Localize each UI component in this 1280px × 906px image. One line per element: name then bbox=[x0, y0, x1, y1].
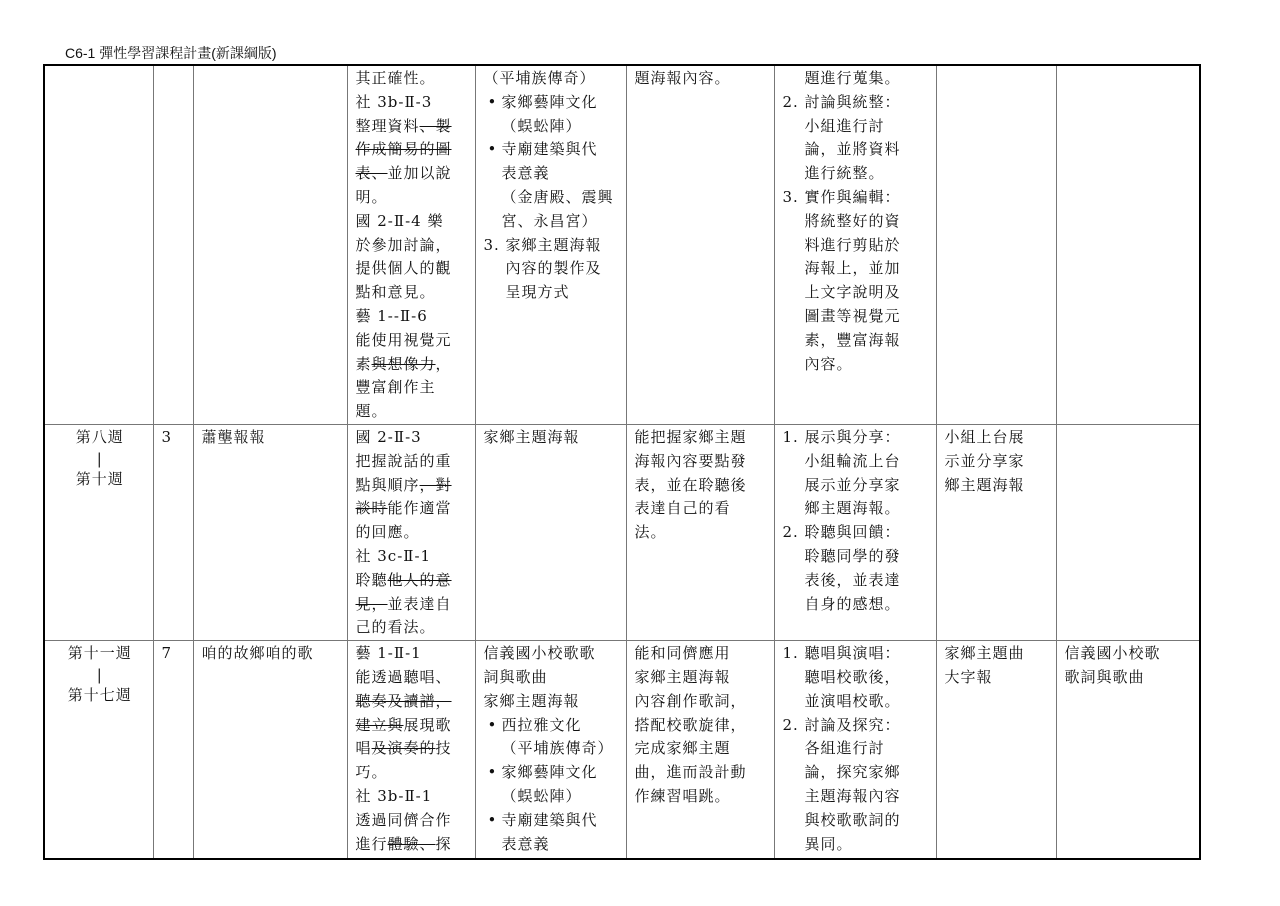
content-line: 宮、永昌宮） bbox=[501, 211, 598, 230]
indicator-line bbox=[356, 67, 469, 91]
text-run: 藝 1-Ⅱ-1 bbox=[355, 644, 422, 663]
activity-line: 海報上，並加 bbox=[804, 259, 901, 278]
objectives-line: 作練習唱跳。 bbox=[634, 786, 731, 805]
objectives-line: 海報內容要點發 bbox=[634, 451, 747, 470]
indicator-line bbox=[356, 474, 469, 498]
learning-activities-cell bbox=[774, 65, 936, 424]
content-line: （平埔族傳奇） bbox=[483, 69, 596, 87]
activity-line: 素，豐富海報 bbox=[804, 330, 901, 349]
text-run: ， bbox=[435, 354, 452, 373]
item-number: 1. bbox=[782, 427, 799, 446]
text-run: 並加以說 bbox=[387, 164, 452, 183]
learning-indicators-cell bbox=[347, 65, 475, 424]
struck-text: 他人的意 bbox=[387, 570, 452, 589]
objectives-line: 能把握家鄉主題 bbox=[634, 427, 747, 446]
content-numbered-list bbox=[484, 234, 620, 305]
learning-indicators-cell bbox=[347, 424, 475, 640]
struck-text: 談時 bbox=[355, 499, 388, 518]
activity-line: 實作與編輯： bbox=[804, 187, 901, 206]
unit-name-cell: 蕭壟報報 bbox=[193, 424, 347, 640]
text-run: 能作適當 bbox=[387, 499, 452, 518]
week-range-bar: | bbox=[96, 665, 103, 684]
document-header: C6-1 彈性學習課程計畫(新課綱版) bbox=[65, 45, 277, 61]
text-run: 社 3c-Ⅱ-1 bbox=[355, 546, 432, 565]
text-run: 探 bbox=[435, 834, 452, 853]
activity-line: 論，探究家鄉 bbox=[804, 763, 901, 782]
text-run: 其正確性。 bbox=[355, 69, 436, 87]
indicator-line bbox=[356, 761, 469, 785]
struck-text: ，對 bbox=[419, 475, 452, 494]
objectives-line: 內容創作歌詞， bbox=[634, 691, 747, 710]
text-run: 整理資料 bbox=[355, 116, 420, 135]
struck-text: 體驗、 bbox=[387, 834, 436, 853]
indicator-line bbox=[356, 616, 469, 640]
indicator-line bbox=[356, 497, 469, 521]
text-run: 題。 bbox=[355, 402, 388, 421]
activity-line: 各組進行討 bbox=[804, 739, 885, 758]
unit-name-cell bbox=[193, 65, 347, 424]
content-line: • 寺廟建築與代 bbox=[501, 810, 598, 829]
indicator-line bbox=[356, 186, 469, 210]
text-run: 唱 bbox=[355, 739, 372, 758]
periods-cell: 3 bbox=[153, 424, 193, 640]
week-start: 第十一週 bbox=[67, 644, 132, 663]
content-bullet-list bbox=[484, 91, 620, 139]
indicator-line bbox=[356, 426, 469, 450]
content-line: 表意義 bbox=[501, 164, 550, 183]
text-run: 點和意見。 bbox=[355, 283, 436, 302]
indicator-line bbox=[356, 785, 469, 809]
indicator-line bbox=[356, 115, 469, 139]
content-bullet-list bbox=[484, 138, 620, 233]
indicator-line bbox=[356, 281, 469, 305]
assessment-line: 小組上台展 bbox=[944, 427, 1025, 446]
indicator-line bbox=[356, 521, 469, 545]
learning-objectives-cell bbox=[626, 65, 774, 424]
content-line: 信義國小校歌歌 bbox=[483, 644, 596, 663]
indicator-line bbox=[356, 642, 469, 666]
activity-line: 小組進行討 bbox=[804, 116, 885, 135]
text-run: 國 2-Ⅱ-3 bbox=[355, 427, 422, 446]
indicator-line bbox=[356, 329, 469, 353]
item-number: 2. bbox=[782, 715, 799, 734]
week-cell bbox=[44, 65, 153, 424]
activity-line: 聽唱校歌後， bbox=[804, 667, 901, 686]
indicator-line bbox=[356, 809, 469, 833]
activity-line: 異同。 bbox=[804, 834, 853, 853]
activity-item bbox=[783, 642, 930, 713]
struck-text: 作成簡易的圖 bbox=[355, 140, 452, 159]
table-row bbox=[44, 641, 1200, 859]
indicator-line bbox=[356, 450, 469, 474]
activity-line: 與校歌歌詞的 bbox=[804, 810, 901, 829]
resources-cell bbox=[1056, 424, 1200, 640]
text-run: 能使用視覺元 bbox=[355, 330, 452, 349]
content-bullet-item bbox=[484, 714, 620, 762]
content-line: （蜈蚣陣） bbox=[501, 116, 582, 135]
text-run: 能透過聽唱、 bbox=[355, 667, 452, 686]
activity-line: 聆聽與回饋： bbox=[804, 523, 901, 542]
activity-list bbox=[783, 642, 930, 856]
resources-cell bbox=[1056, 641, 1200, 859]
week-range-bar: | bbox=[96, 449, 103, 468]
content-line: （金唐殿、震興 bbox=[501, 187, 614, 206]
content-line: 內容的製作及 bbox=[505, 259, 602, 278]
activity-line: 上文字說明及 bbox=[804, 283, 901, 302]
text-run: 透過同儕合作 bbox=[355, 810, 452, 829]
text-run: 並表達自 bbox=[387, 594, 452, 613]
content-line: 家鄉主題海報 bbox=[483, 427, 580, 446]
content-line: 呈現方式 bbox=[505, 283, 570, 302]
indicator-line bbox=[356, 400, 469, 424]
text-run: 進行 bbox=[355, 834, 388, 853]
content-line: 表意義 bbox=[501, 834, 550, 853]
indicator-line bbox=[356, 545, 469, 569]
content-bullet-item bbox=[484, 138, 620, 233]
content-line: • 寺廟建築與代 bbox=[501, 140, 598, 159]
activity-item bbox=[783, 91, 930, 186]
objectives-line: 家鄉主題海報 bbox=[634, 667, 731, 686]
content-numbered-item bbox=[484, 234, 620, 305]
activity-line: 展示並分享家 bbox=[804, 475, 901, 494]
text-run: 的回應。 bbox=[355, 523, 420, 542]
objectives-line: 題海報內容。 bbox=[634, 69, 731, 87]
content-line: 家鄉主題海報 bbox=[483, 691, 580, 710]
content-line: 詞與歌曲 bbox=[483, 667, 548, 686]
indicator-line bbox=[356, 569, 469, 593]
resources-cell bbox=[1056, 65, 1200, 424]
activity-item bbox=[783, 186, 930, 376]
table-row bbox=[44, 65, 1200, 424]
activity-line: 表後，並表達 bbox=[804, 570, 901, 589]
indicator-line bbox=[356, 305, 469, 329]
activity-line: 將統整好的資 bbox=[804, 211, 901, 230]
item-number: 2. bbox=[782, 523, 799, 542]
learning-indicators-cell bbox=[347, 641, 475, 859]
indicator-line bbox=[356, 833, 469, 857]
content-bullet-list bbox=[484, 714, 620, 762]
activity-line: 料進行剪貼於 bbox=[804, 235, 901, 254]
struck-text: 與想像力 bbox=[371, 354, 436, 373]
objectives-line: 搭配校歌旋律， bbox=[634, 715, 747, 734]
activity-line: 進行統整。 bbox=[804, 164, 885, 183]
week-end: 第十週 bbox=[75, 469, 124, 488]
learning-content-cell bbox=[475, 424, 626, 640]
text-run: 社 3b-Ⅱ-3 bbox=[355, 92, 433, 111]
activity-line: 自身的感想。 bbox=[804, 594, 901, 613]
indicator-line bbox=[356, 666, 469, 690]
learning-objectives-cell bbox=[626, 641, 774, 859]
indicator-line bbox=[356, 91, 469, 115]
assessment-cell bbox=[936, 424, 1056, 640]
text-run: 社 3b-Ⅱ-1 bbox=[355, 786, 433, 805]
week-cell bbox=[44, 641, 153, 859]
item-number: 3. bbox=[782, 187, 799, 206]
content-bullet-list bbox=[484, 809, 620, 857]
text-run: 明。 bbox=[355, 187, 388, 206]
resources-line: 信義國小校歌 bbox=[1064, 644, 1161, 663]
text-run: 提供個人的觀 bbox=[355, 259, 452, 278]
struck-text: 及演奏的 bbox=[371, 739, 436, 758]
text-run: 於參加討論， bbox=[355, 235, 452, 254]
content-line: • 家鄉藝陣文化 bbox=[501, 763, 598, 782]
assessment-cell bbox=[936, 65, 1056, 424]
periods-cell: 7 bbox=[153, 641, 193, 859]
text-run: 技 bbox=[435, 739, 452, 758]
text-run: 聆聽 bbox=[355, 570, 388, 589]
assessment-cell bbox=[936, 641, 1056, 859]
periods-cell bbox=[153, 65, 193, 424]
activity-line: 展示與分享： bbox=[804, 427, 901, 446]
objectives-line: 表，並在聆聽後 bbox=[634, 475, 747, 494]
learning-activities-cell bbox=[774, 424, 936, 640]
activity-item bbox=[783, 714, 930, 857]
indicator-line bbox=[356, 737, 469, 761]
activity-line: 論，並將資料 bbox=[804, 140, 901, 159]
activity-line: 內容。 bbox=[804, 354, 853, 373]
indicator-line bbox=[356, 376, 469, 400]
text-run: 把握說話的重 bbox=[355, 451, 452, 470]
activity-line: 題進行蒐集。 bbox=[804, 69, 901, 87]
objectives-line: 法。 bbox=[634, 523, 667, 542]
objectives-line: 曲，進而設計動 bbox=[634, 763, 747, 782]
activity-line: 聆聽同學的發 bbox=[804, 546, 901, 565]
text-run: 豐富創作主 bbox=[355, 378, 436, 397]
objectives-line: 能和同儕應用 bbox=[634, 644, 731, 663]
activity-item bbox=[783, 521, 930, 616]
activity-line: 主題海報內容 bbox=[804, 786, 901, 805]
item-number: 1. bbox=[782, 644, 799, 663]
assessment-line: 家鄉主題曲 bbox=[944, 644, 1025, 663]
activity-list bbox=[783, 67, 930, 376]
text-run: 素 bbox=[355, 354, 372, 373]
activity-line: 並演唱校歌。 bbox=[804, 691, 901, 710]
activity-line: 討論與統整： bbox=[804, 92, 901, 111]
indicator-line bbox=[356, 714, 469, 738]
item-number: 2. bbox=[782, 92, 799, 111]
activity-list bbox=[783, 426, 930, 616]
indicator-line bbox=[356, 138, 469, 162]
resources-line: 歌詞與歌曲 bbox=[1064, 667, 1145, 686]
assessment-line: 示並分享家 bbox=[944, 451, 1025, 470]
learning-objectives-cell bbox=[626, 424, 774, 640]
activity-line: 聽唱與演唱： bbox=[804, 644, 901, 663]
struck-text: 表、 bbox=[355, 164, 388, 183]
content-bullet-item bbox=[484, 761, 620, 809]
indicator-line bbox=[356, 210, 469, 234]
struck-text: 聽奏及讀譜， bbox=[355, 691, 452, 710]
text-run: 藝 1--Ⅱ-6 bbox=[355, 306, 428, 325]
text-run: 點與順序 bbox=[355, 475, 420, 494]
text-run: 國 2-Ⅱ-4 樂 bbox=[355, 211, 444, 230]
table-row bbox=[44, 424, 1200, 640]
content-line: • 家鄉藝陣文化 bbox=[501, 92, 598, 111]
struck-text: 、製 bbox=[419, 116, 452, 135]
indicator-line bbox=[356, 690, 469, 714]
struck-text: 建立與 bbox=[355, 715, 404, 734]
indicator-line bbox=[356, 593, 469, 617]
struck-text: 見， bbox=[355, 594, 388, 613]
item-number: 3. bbox=[483, 235, 500, 254]
indicator-line bbox=[356, 353, 469, 377]
week-cell bbox=[44, 424, 153, 640]
learning-activities-cell bbox=[774, 641, 936, 859]
unit-name-cell: 咱的故鄉咱的歌 bbox=[193, 641, 347, 859]
activity-line: 討論及探究： bbox=[804, 715, 901, 734]
week-end: 第十七週 bbox=[67, 685, 132, 704]
content-line: （蜈蚣陣） bbox=[501, 786, 582, 805]
activity-line: 鄉主題海報。 bbox=[804, 499, 901, 518]
assessment-line: 鄉主題海報 bbox=[944, 475, 1025, 494]
text-run: 展現歌 bbox=[403, 715, 452, 734]
course-plan-table bbox=[43, 64, 1201, 860]
content-line: • 西拉雅文化 bbox=[501, 715, 582, 734]
activity-item bbox=[783, 426, 930, 521]
content-bullet-list bbox=[484, 761, 620, 809]
assessment-line: 大字報 bbox=[944, 667, 993, 686]
activity-line: 小組輪流上台 bbox=[804, 451, 901, 470]
learning-content-cell bbox=[475, 641, 626, 859]
text-run: 巧。 bbox=[355, 763, 388, 782]
text-run: 己的看法。 bbox=[355, 618, 436, 637]
indicator-line bbox=[356, 162, 469, 186]
content-bullet-item bbox=[484, 809, 620, 857]
objectives-line: 完成家鄉主題 bbox=[634, 739, 731, 758]
content-bullet-item bbox=[484, 91, 620, 139]
objectives-line: 表達自己的看 bbox=[634, 499, 731, 518]
activity-line: 圖畫等視覺元 bbox=[804, 306, 901, 325]
content-line: （平埔族傳奇） bbox=[501, 739, 614, 758]
content-line: 家鄉主題海報 bbox=[505, 235, 602, 254]
learning-content-cell bbox=[475, 65, 626, 424]
indicator-line bbox=[356, 234, 469, 258]
activity-item bbox=[783, 67, 930, 91]
indicator-line bbox=[356, 257, 469, 281]
week-start: 第八週 bbox=[75, 427, 124, 446]
